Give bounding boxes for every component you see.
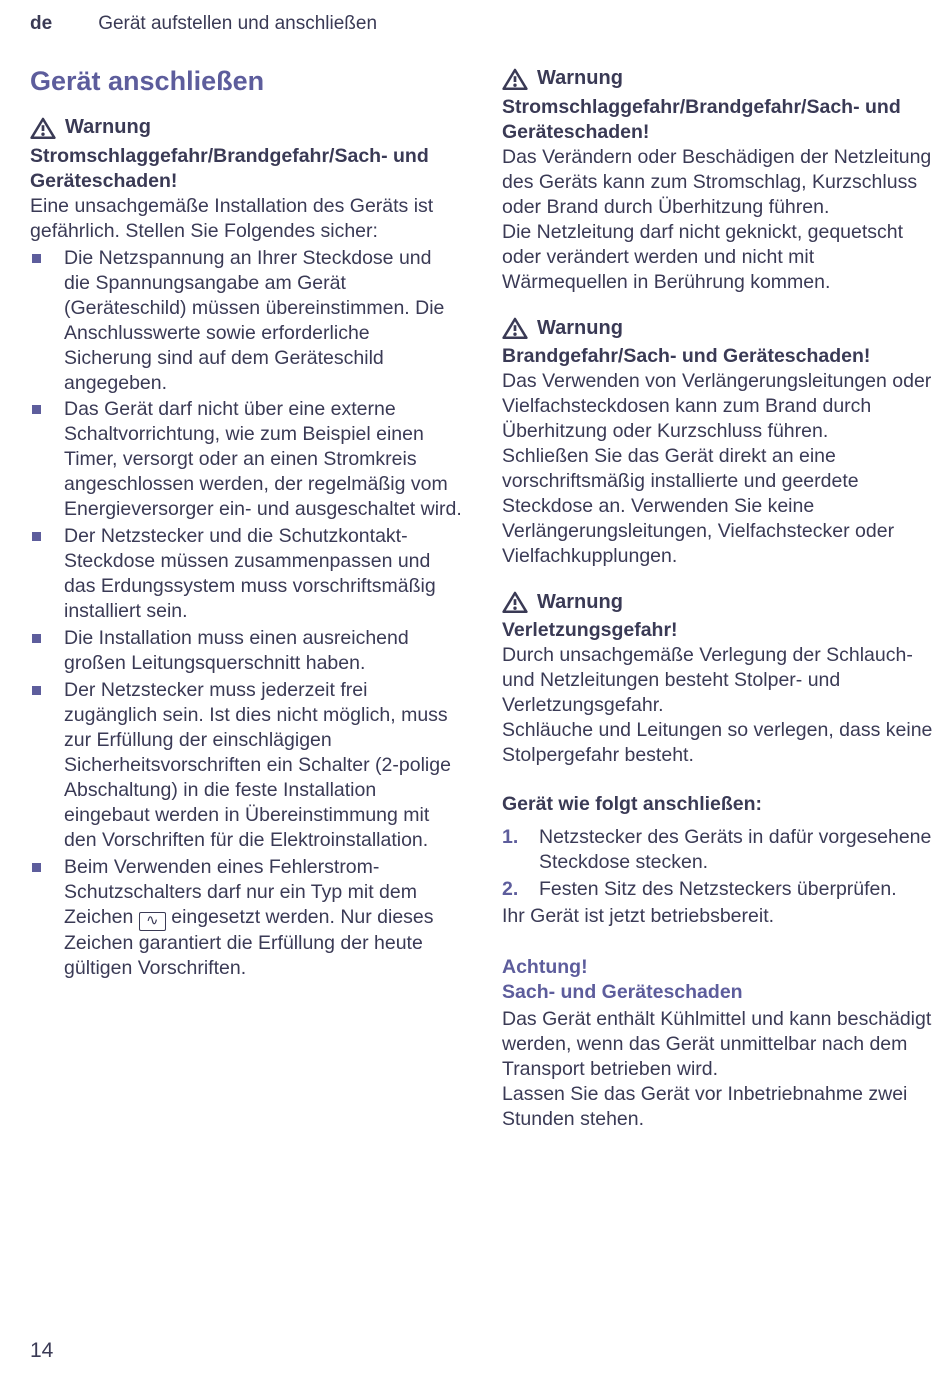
warning-header bbox=[502, 590, 934, 616]
warning-block-injury bbox=[502, 590, 934, 768]
left-column bbox=[30, 66, 462, 1152]
warning-paragraph: Schließen Sie das Gerät direkt an eine vorschriftsmäßig installierte und geerdete Steckdose an. Verwenden Sie keine Verlängerungsleitungen, Vielfachstecker oder Vielfachkupplungen. bbox=[502, 444, 895, 567]
section-title: Gerät anschließen bbox=[30, 66, 265, 97]
warning-triangle-icon bbox=[502, 317, 528, 340]
bullet-item: Das Gerät darf nicht über eine externe Schaltvorrichtung, wie zum Beispiel einen Timer, versorgt oder an einen Stromkreis angeschlossen werden, der regelmäßig vom Energieversorger ein- und ausgeschaltet wird. bbox=[30, 397, 462, 522]
warning-paragraph: Schläuche und Leitungen so verlegen, dass keine Stolpergefahr besteht. bbox=[502, 719, 933, 767]
warning-triangle-icon bbox=[30, 117, 56, 140]
warning-label: Warnung bbox=[537, 67, 623, 90]
safety-bullet-list bbox=[30, 246, 462, 981]
warning-block-extension bbox=[502, 316, 934, 569]
rcd-type-symbol-icon: ∿ bbox=[139, 912, 166, 931]
attention-paragraph: Das Gerät enthält Kühlmittel und kann beschädigt werden, wenn das Gerät unmittelbar nach dem Transport betrieben wird. bbox=[502, 1007, 932, 1080]
warning-triangle-icon bbox=[502, 591, 528, 614]
connect-step-list bbox=[502, 825, 934, 902]
step-text: Festen Sitz des Netzsteckers überprüfen. bbox=[539, 877, 897, 900]
connect-instructions-block bbox=[502, 792, 934, 929]
warning-label: Warnung bbox=[537, 590, 623, 613]
language-code: de bbox=[30, 13, 53, 34]
warning-paragraph: Das Verändern oder Beschädigen der Netzleitung des Geräts kann zum Stromschlag, Kurzschluss oder Brand durch Überhitzung führen. bbox=[502, 145, 932, 218]
bullet-item-rcd bbox=[30, 855, 462, 981]
warning-header bbox=[502, 66, 934, 92]
bullet-item: Der Netzstecker muss jederzeit frei zugänglich sein. Ist dies nicht möglich, muss zur Erfüllung der einschlägigen Sicherheitsvorschriften ein Schalter (2-polige Abschaltung) in die feste Installation eingebaut werden in Übereinstimmung mit den Vorschriften für die Elektroinstallation. bbox=[30, 678, 462, 853]
bullet-rcd-post: eingesetzt werden. Nur dieses Zeichen garantiert die Erfüllung der heute gültigen Vorschriften. bbox=[64, 905, 434, 979]
step-text: Netzstecker des Geräts in dafür vorgesehene Steckdose stecken. bbox=[539, 825, 932, 873]
warning-subtitle: Verletzungsgefahr! bbox=[502, 619, 678, 642]
warning-paragraph: Durch unsachgemäße Verlegung der Schlauch- und Netzleitungen besteht Stolper- und Verletzungsgefahr. bbox=[502, 644, 913, 717]
bullet-item: Der Netzstecker und die Schutzkontakt-Steckdose müssen zusammenpassen und das Erdungssystem muss vorschriftsmäßig installiert sein. bbox=[30, 524, 462, 624]
step-number: 1. bbox=[502, 825, 519, 848]
attention-block bbox=[502, 955, 934, 1132]
page-number: 14 bbox=[30, 1339, 54, 1363]
step-item bbox=[502, 877, 934, 902]
warning-paragraph: Das Verwenden von Verlängerungsleitungen oder Vielfachsteckdosen kann zum Brand durch Überhitzung oder Kurzschluss führen. bbox=[502, 370, 932, 442]
warning-block-cord bbox=[502, 66, 934, 294]
bullet-rcd-pre: Beim Verwenden eines Fehlerstrom-Schutzschalters darf nur ein Typ mit dem Zeichen bbox=[64, 855, 417, 928]
step-item bbox=[502, 825, 934, 875]
bullet-item: Die Installation muss einen ausreichend großen Leitungsquerschnitt haben. bbox=[30, 626, 462, 676]
warning-subtitle: Stromschlaggefahr/Brandgefahr/Sach- und Geräteschaden! bbox=[502, 95, 901, 143]
warning-header bbox=[30, 115, 462, 141]
warning-label: Warnung bbox=[65, 116, 151, 139]
warning-subtitle: Stromschlaggefahr/Brandgefahr/Sach- und Geräteschaden! bbox=[30, 144, 429, 192]
chapter-title: Gerät aufstellen und anschließen bbox=[98, 13, 378, 34]
attention-subtitle: Sach- und Geräteschaden bbox=[502, 980, 743, 1003]
warning-paragraph: Die Netzleitung darf nicht geknickt, gequetscht oder verändert werden und nicht mit Wärmequellen in Berührung kommen. bbox=[502, 220, 904, 293]
two-column-layout bbox=[30, 66, 933, 1152]
warning-intro: Eine unsachgemäße Installation des Geräts ist gefährlich. Stellen Sie Folgendes sicher: bbox=[30, 194, 434, 242]
right-column bbox=[502, 66, 934, 1152]
attention-label: Achtung! bbox=[502, 955, 588, 978]
step-number: 2. bbox=[502, 877, 519, 900]
warning-label: Warnung bbox=[537, 316, 623, 339]
page-header bbox=[30, 12, 930, 36]
attention-paragraph: Lassen Sie das Gerät vor Inbetriebnahme zwei Stunden stehen. bbox=[502, 1082, 908, 1130]
connect-outro: Ihr Gerät ist jetzt betriebsbereit. bbox=[502, 904, 775, 927]
bullet-item: Die Netzspannung an Ihrer Steckdose und die Spannungsangabe am Gerät (Geräteschild) müssen übereinstimmen. Die Anschlusswerte sowie erforderliche Sicherung sind auf dem Geräteschild angegeben. bbox=[30, 246, 462, 396]
warning-triangle-icon bbox=[502, 68, 528, 91]
warning-block-installation bbox=[30, 115, 462, 980]
connect-heading: Gerät wie folgt anschließen: bbox=[502, 793, 763, 816]
warning-subtitle: Brandgefahr/Sach- und Geräteschaden! bbox=[502, 345, 871, 368]
warning-header bbox=[502, 316, 934, 342]
